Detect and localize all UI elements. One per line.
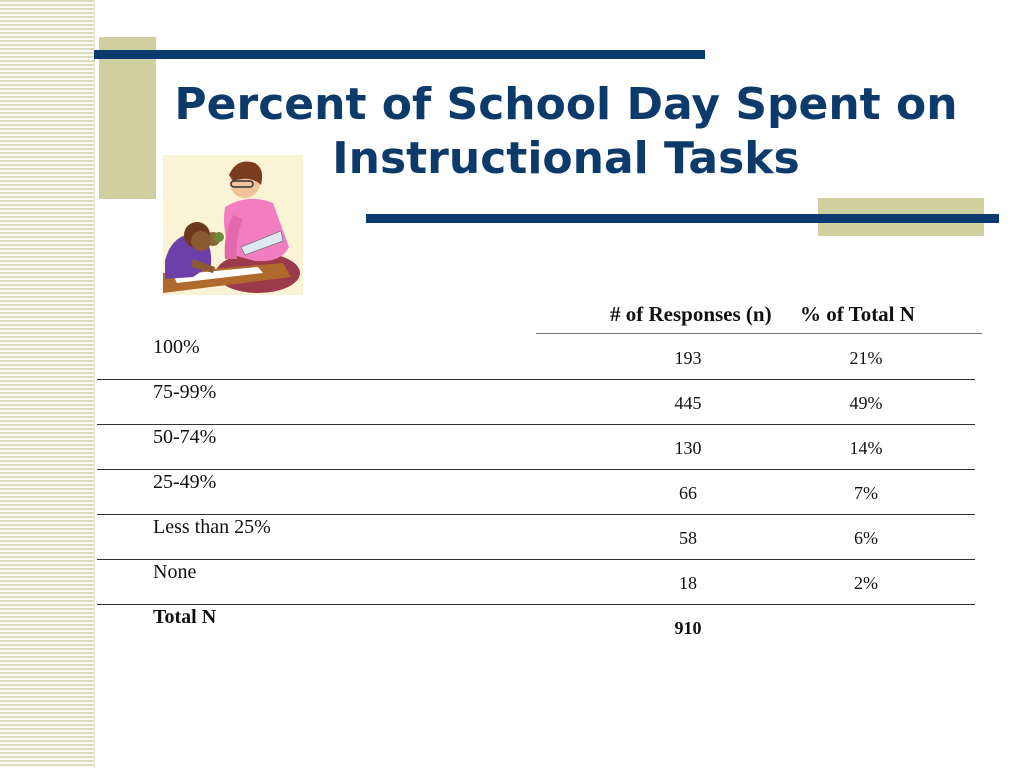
row-percent: 2%: [854, 573, 878, 593]
column-header-percent: % of Total N: [800, 302, 915, 326]
row-percent: 6%: [854, 528, 878, 548]
row-count: 445: [674, 393, 702, 413]
header-divider: [536, 333, 982, 334]
table-row: [97, 380, 975, 425]
row-label: 25-49%: [153, 471, 217, 493]
table-total-row: [97, 605, 975, 650]
row-label: Less than 25%: [153, 516, 271, 538]
row-count: 58: [679, 528, 697, 548]
row-count: 66: [679, 483, 697, 503]
table-row: [97, 335, 975, 380]
total-count: 910: [674, 618, 702, 638]
total-label: Total N: [153, 606, 217, 628]
row-label: 100%: [153, 336, 200, 358]
row-label: 75-99%: [153, 381, 217, 403]
row-count: 130: [674, 438, 702, 458]
column-header-responses: # of Responses (n): [610, 302, 772, 326]
table-row: [97, 425, 975, 470]
row-percent: 14%: [849, 438, 883, 458]
table-row: [97, 470, 975, 515]
row-label: 50-74%: [153, 426, 217, 448]
row-count: 18: [679, 573, 697, 593]
row-percent: 7%: [854, 483, 878, 503]
table-row: [97, 515, 975, 560]
slide-title-line-1: Percent of School Day Spent on: [174, 79, 958, 130]
row-label: None: [153, 561, 197, 583]
slide-title-line-2: Instructional Tasks: [332, 133, 800, 184]
table-row: [97, 560, 975, 605]
row-percent: 49%: [849, 393, 883, 413]
row-count: 193: [674, 348, 702, 368]
row-percent: 21%: [849, 348, 883, 368]
